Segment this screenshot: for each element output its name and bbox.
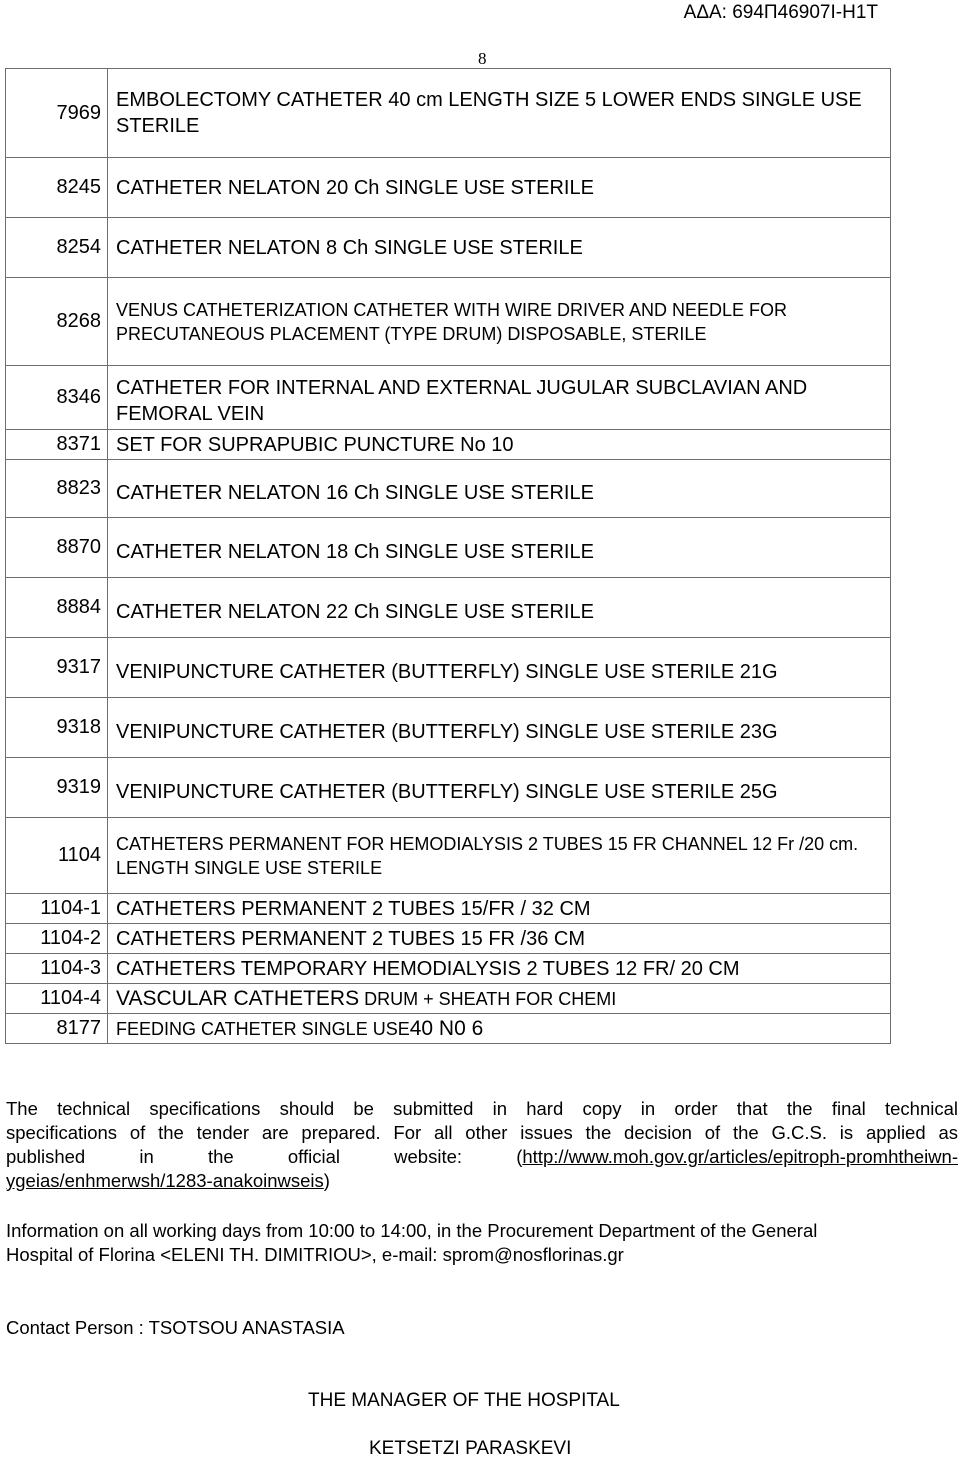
item-description: CATHETER NELATON 18 Ch SINGLE USE STERILE [108,518,891,578]
item-code: 1104-4 [6,984,108,1014]
table-row [6,430,891,460]
item-code: 8371 [6,430,108,460]
spec-line-4 [6,1169,958,1193]
contact-person: Contact Person : TSOTSOU ANASTASIA [6,1317,345,1338]
spec-paragraph [6,1097,958,1193]
table-row [6,366,891,430]
items-table [5,68,891,1044]
item-description: CATHETER NELATON 8 Ch SINGLE USE STERILE [108,218,891,278]
table-row [6,218,891,278]
item-description: CATHETERS PERMANENT 2 TUBES 15 FR /36 CM [108,924,891,954]
table-row [6,894,891,924]
item-code: 1104-1 [6,894,108,924]
item-code: 8268 [6,278,108,366]
item-description: VENUS CATHETERIZATION CATHETER WITH WIRE DRIVER AND NEEDLE FOR PRECUTANEOUS PLACEMENT (TYPE DRUM) DISPOSABLE, STERILE [108,278,891,366]
table-row [6,818,891,894]
ada-code: ΑΔΑ: 694Π46907Ι-Η1Τ [683,2,878,23]
info-line-2: Hospital of Florina <ELENI TH. DIMITRIOU>, e-mail: sprom@nosflorinas.gr [6,1244,624,1265]
table-row [6,278,891,366]
table-row [6,954,891,984]
item-description: EMBOLECTOMY CATHETER 40 cm LENGTH SIZE 5 LOWER ENDS SINGLE USE STERILE [108,69,891,158]
table-row [6,158,891,218]
spec-line-3-text: published in the official website: ( [6,1146,523,1167]
table-row [6,1014,891,1044]
spec-line-3 [6,1145,958,1169]
item-code: 8177 [6,1014,108,1044]
signature-name: KETSETZI PARASKEVI [369,1438,572,1459]
item-code: 8884 [6,578,108,638]
item-code: 8870 [6,518,108,578]
item-description [108,1014,891,1044]
item-description: VENIPUNCTURE CATHETER (BUTTERFLY) SINGLE USE STERILE 25G [108,758,891,818]
table-row [6,69,891,158]
table-row [6,984,891,1014]
item-description: SET FOR SUPRAPUBIC PUNCTURE No 10 [108,430,891,460]
item-code: 8245 [6,158,108,218]
item-code: 9317 [6,638,108,698]
item-code: 1104-2 [6,924,108,954]
info-paragraph [6,1219,958,1267]
item-description: CATHETER NELATON 20 Ch SINGLE USE STERILE [108,158,891,218]
item-code: 9318 [6,698,108,758]
spec-line-4-text: ) [323,1170,330,1191]
spec-line-2: specifications of the tender are prepared. For all other issues the decision of the G.C.S. is applied as [6,1122,958,1143]
item-description-extra: DRUM + SHEATH FOR CHEMI [359,988,617,1009]
item-description-main: FEEDING CATHETER SINGLE USE [116,1018,410,1039]
item-description: CATHETER NELATON 22 Ch SINGLE USE STERILE [108,578,891,638]
item-code: 8254 [6,218,108,278]
website-link[interactable]: http://www.moh.gov.gr/articles/epitroph-promhtheiwn- [522,1146,958,1167]
item-code: 1104-3 [6,954,108,984]
spec-line-1: The technical specifications should be submitted in hard copy in order that the final technical [6,1098,958,1119]
table-row [6,638,891,698]
item-description-main: VASCULAR CATHETERS [116,986,360,1010]
website-link-cont[interactable]: ygeias/enhmerwsh/1283-anakoinwseis [6,1170,324,1191]
signature-title: THE MANAGER OF THE HOSPITAL [308,1390,620,1411]
item-code: 1104 [6,818,108,894]
item-code: 8823 [6,460,108,518]
table-row [6,698,891,758]
item-description: CATHETERS TEMPORARY HEMODIALYSIS 2 TUBES 12 FR/ 20 CM [108,954,891,984]
item-code: 8346 [6,366,108,430]
item-code: 9319 [6,758,108,818]
item-description: CATHETERS PERMANENT FOR HEMODIALYSIS 2 TUBES 15 FR CHANNEL 12 Fr /20 cm. LENGTH SINGLE USE STERILE [108,818,891,894]
table-row [6,578,891,638]
table-row [6,518,891,578]
info-line-1: Information on all working days from 10:00 to 14:00, in the Procurement Department of the General [6,1220,818,1241]
item-description: CATHETER FOR INTERNAL AND EXTERNAL JUGULAR SUBCLAVIAN AND FEMORAL VEIN [108,366,891,430]
table-row [6,460,891,518]
item-description [108,984,891,1014]
table-row [6,758,891,818]
item-description: CATHETERS PERMANENT 2 TUBES 15/FR / 32 CM [108,894,891,924]
item-description-extra: 40 N0 6 [409,1016,484,1040]
page-number: 8 [478,49,487,68]
item-description: VENIPUNCTURE CATHETER (BUTTERFLY) SINGLE USE STERILE 21G [108,638,891,698]
item-code: 7969 [6,69,108,158]
item-description: CATHETER NELATON 16 Ch SINGLE USE STERILE [108,460,891,518]
table-row [6,924,891,954]
item-description: VENIPUNCTURE CATHETER (BUTTERFLY) SINGLE USE STERILE 23G [108,698,891,758]
